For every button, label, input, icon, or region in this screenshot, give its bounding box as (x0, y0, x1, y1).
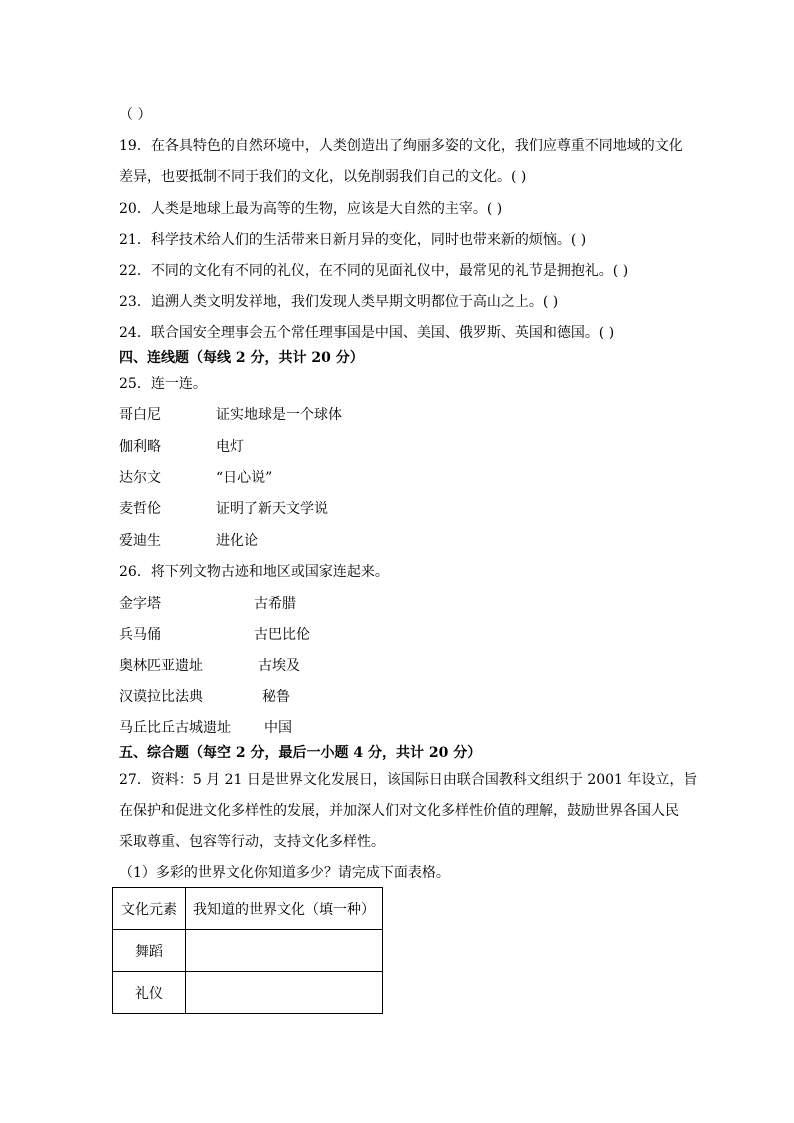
q25-right-item: 进化论 (216, 533, 258, 549)
table-answer-cell[interactable] (186, 972, 383, 1014)
table-header-cell: 文化元素 (113, 888, 186, 930)
q26-text: 26．将下列文物古迹和地区或国家连起来。 (119, 564, 389, 580)
q25-text: 25．连一连。 (119, 376, 207, 392)
q27-line-3: 采取尊重、包容等行动，支持文化多样性。 (119, 834, 385, 850)
table-row (113, 930, 383, 972)
section-5-heading: 五、综合题（每空 2 分，最后一小题 4 分，共计 20 分） (119, 745, 482, 761)
q23-text: 23．追溯人类文明发祥地，我们发现人类早期文明都位于高山之上。( ) (119, 294, 559, 310)
table-cell-element: 舞蹈 (113, 930, 186, 972)
q22-text: 22．不同的文化有不同的礼仪，在不同的见面礼仪中，最常见的礼节是拥抱礼。( ) (119, 263, 629, 279)
q26-left-item: 马丘比丘古城遗址 (119, 720, 231, 736)
q25-right-item: 电灯 (216, 439, 244, 455)
q25-left-item: 伽利略 (119, 439, 161, 455)
q25-left-item: 哥白尼 (119, 407, 161, 423)
q25-right-item: “日心说” (216, 470, 273, 486)
q27-sub1-text: （1）多彩的世界文化你知道多少？请完成下面表格。 (119, 865, 450, 881)
q25-left-item: 达尔文 (119, 470, 161, 486)
q18-answer-blank: （ ） (119, 107, 152, 123)
q19-line-1: 19．在各具特色的自然环境中，人类创造出了绚丽多姿的文化，我们应尊重不同地域的文化 (119, 138, 683, 154)
section-4-heading: 四、连线题（每线 2 分，共计 20 分） (119, 350, 364, 366)
q24-text: 24．联合国安全理事会五个常任理事国是中国、美国、俄罗斯、英国和德国。( ) (119, 325, 615, 341)
q25-left-item: 麦哲伦 (119, 501, 161, 517)
table-header-row (113, 888, 383, 930)
q19-line-2: 差异，也要抵制不同于我们的文化，以免削弱我们自己的文化。( ) (119, 169, 527, 185)
q26-left-item: 汉谟拉比法典 (119, 689, 203, 705)
q26-right-item: 秘鲁 (262, 689, 290, 705)
q26-left-item: 奥林匹亚遗址 (119, 658, 203, 674)
q25-left-item: 爱迪生 (119, 533, 161, 549)
q27-line-2: 在保护和促进文化多样性的发展，并加深人们对文化多样性价值的理解，鼓励世界各国人民 (119, 803, 679, 819)
q26-left-item: 金字塔 (119, 596, 161, 612)
table-row (113, 972, 383, 1014)
q20-text: 20．人类是地球上最为高等的生物，应该是大自然的主宰。( ) (119, 201, 503, 217)
q25-right-item: 证明了新天文学说 (216, 501, 328, 517)
table-answer-cell[interactable] (186, 930, 383, 972)
q26-right-item: 中国 (264, 720, 292, 736)
table-header-cell: 我知道的世界文化（填一种） (186, 888, 383, 930)
q26-right-item: 古希腊 (254, 596, 296, 612)
table-cell-element: 礼仪 (113, 972, 186, 1014)
q25-right-item: 证实地球是一个球体 (216, 407, 342, 423)
q26-right-item: 古巴比伦 (254, 627, 310, 643)
q26-right-item: 古埃及 (258, 658, 300, 674)
q21-text: 21．科学技术给人们的生活带来日新月异的变化，同时也带来新的烦恼。( ) (119, 232, 587, 248)
culture-table (112, 887, 383, 1014)
q26-left-item: 兵马俑 (119, 627, 161, 643)
q27-line-1: 27．资料：5 月 21 日是世界文化发展日，该国际日由联合国教科文组织于 2001 年设立，旨 (119, 772, 698, 788)
